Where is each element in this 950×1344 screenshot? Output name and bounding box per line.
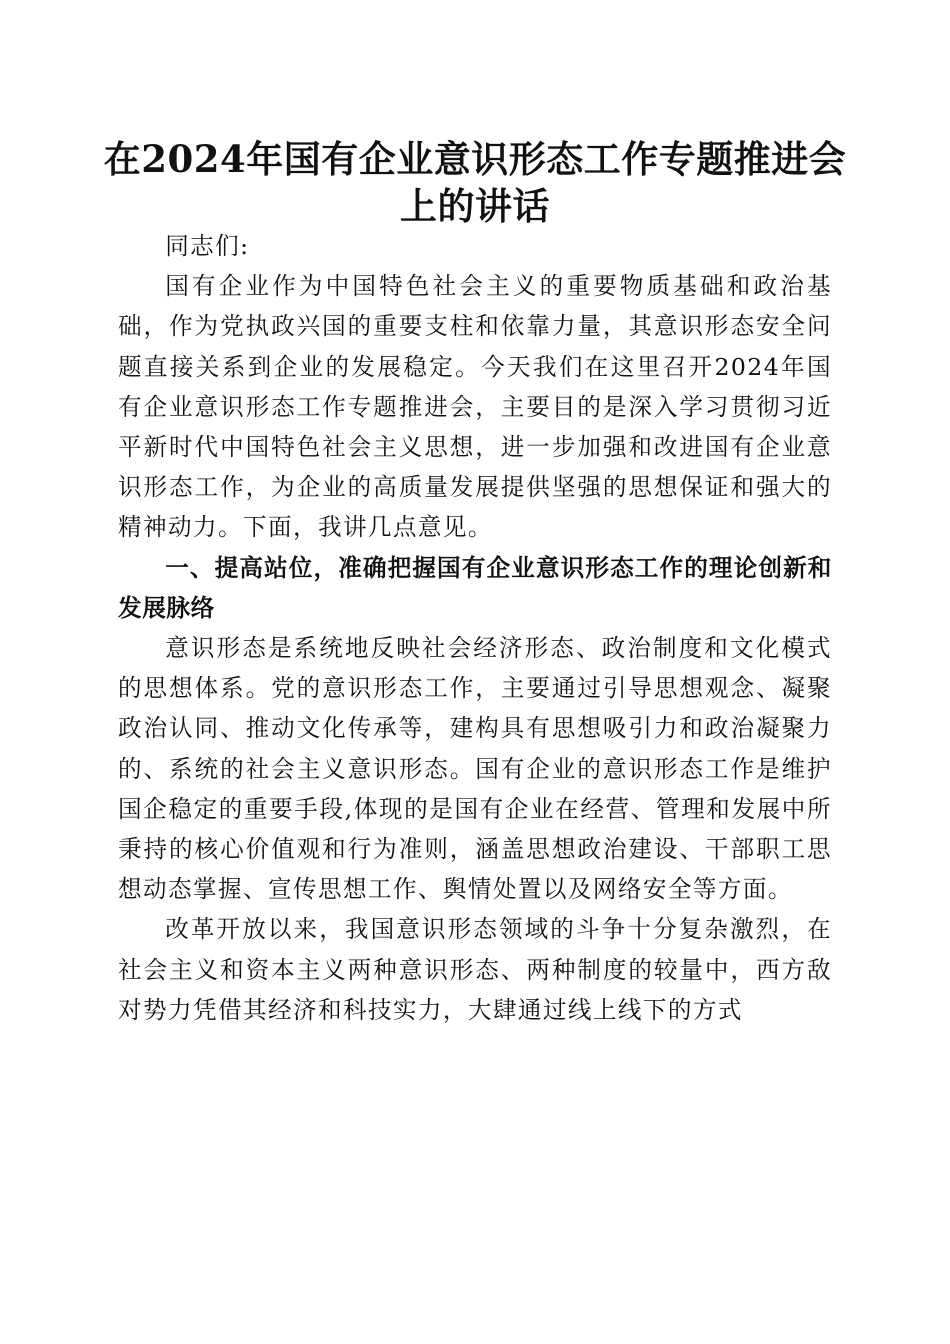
document-body: [118, 226, 832, 1030]
section-heading-1: 一、提高站位，准确把握国有企业意识形态工作的理论创新和发展脉络: [118, 553, 832, 622]
paragraph-ideology-definition: 意识形态是系统地反映社会经济形态、政治制度和文化模式的思想体系。党的意识形态工作，主要通过引导思想观念、凝聚政治认同、推动文化传承等，建构具有思想吸引力和政治凝聚力的、系统的社会主义意识形态。国有企业的意识形态工作是维护国企稳定的重要手段,体现的是国有企业在经营、管理和发展中所秉持的核心价值观和行为准则，涵盖思想政治建设、干部职工思想动态掌握、宣传思想工作、舆情处置以及网络安全等方面。: [118, 634, 832, 904]
greeting: 同志们:: [165, 232, 250, 260]
document-title: 在2024年国有企业意识形态工作专题推进会上的讲话: [103, 137, 847, 228]
paragraph-reform-opening: 改革开放以来，我国意识形态领域的斗争十分复杂激烈，在社会主义和资本主义两种意识形态、两种制度的较量中，西方敌对势力凭借其经济和科技实力，大肆通过线上线下的方式: [118, 915, 832, 1024]
paragraph-intro: 国有企业作为中国特色社会主义的重要物质基础和政治基础，作为党执政兴国的重要支柱和依靠力量，其意识形态安全问题直接关系到企业的发展稳定。今天我们在这里召开2024年国有企业意识形态工作专题推进会，主要目的是深入学习贯彻习近平新时代中国特色社会主义思想，进一步加强和改进国有企业意识形态工作，为企业的高质量发展提供坚强的思想保证和强大的精神动力。下面，我讲几点意见。: [118, 272, 832, 542]
